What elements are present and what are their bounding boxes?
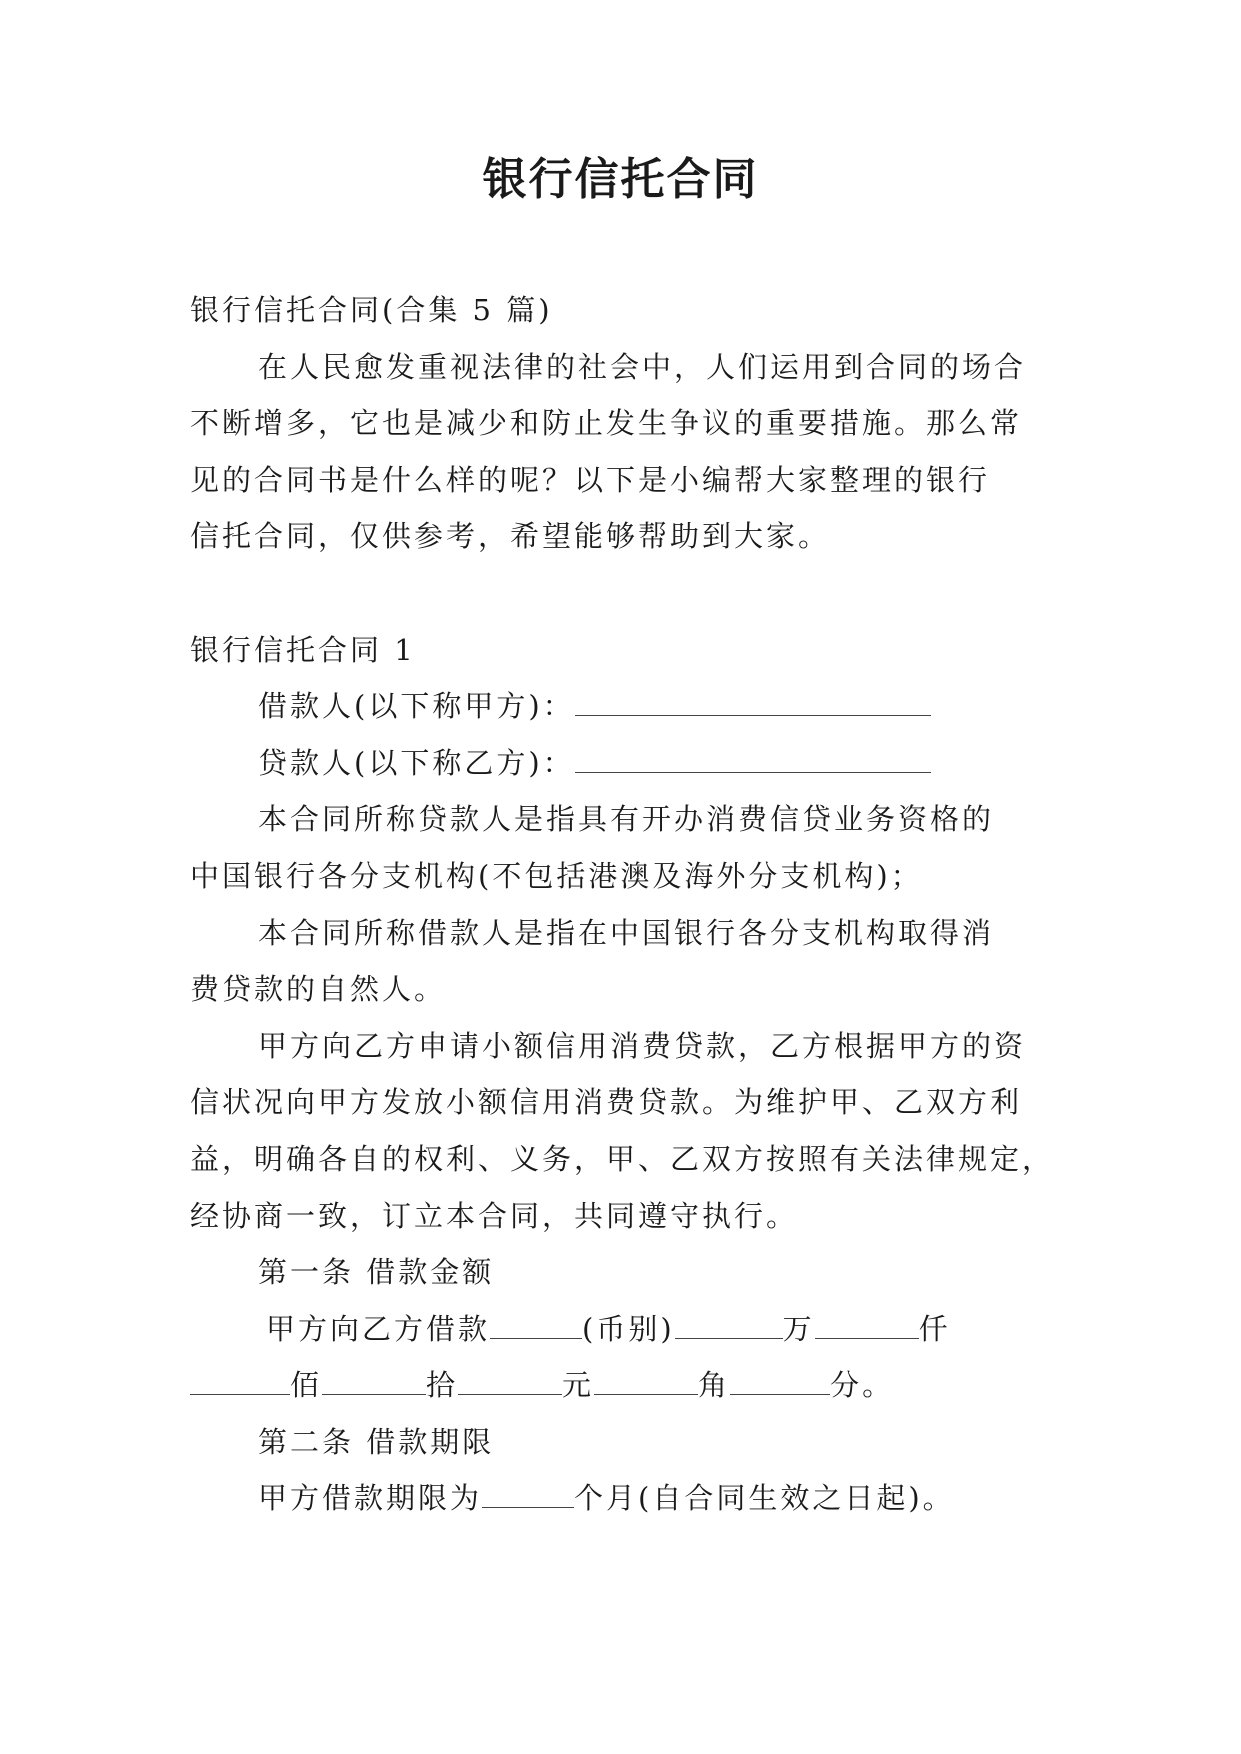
shi-label: 拾	[426, 1368, 459, 1403]
currency-label: (币别)	[582, 1311, 675, 1346]
qian-label: 仟	[918, 1311, 951, 1346]
article-1-units-line	[190, 1357, 1062, 1414]
lender-blank	[575, 750, 931, 773]
article-1-amount-line	[190, 1301, 1062, 1358]
qian-blank	[190, 1372, 290, 1395]
purpose-line: 经协商一致，订立本合同，共同遵守执行。	[190, 1198, 799, 1233]
borrower-def-line: 本合同所称借款人是指在中国银行各分支机构取得消	[258, 915, 995, 950]
intro-line: 见的合同书是什么样的呢？以下是小编帮大家整理的银行	[190, 462, 991, 497]
term-unit: 个月(自合同生效之日起)。	[574, 1481, 955, 1516]
lender-label: 贷款人(以下称乙方)：	[258, 745, 575, 780]
amount-blank	[490, 1316, 582, 1339]
amount-text: 甲方向乙方借款	[266, 1311, 491, 1346]
shi-blank	[458, 1372, 562, 1395]
lender-def-line: 中国银行各分支机构(不包括港澳及海外分支机构)；	[190, 858, 923, 893]
borrower-blank	[575, 693, 931, 716]
subtitle: 银行信托合同(合集 5 篇)	[190, 293, 553, 327]
wan-label: 万	[782, 1311, 815, 1346]
lender-def-line: 本合同所称贷款人是指具有开办消费信贷业务资格的	[258, 802, 995, 837]
yuan-label: 元	[562, 1368, 595, 1403]
purpose-line: 信状况向甲方发放小额信用消费贷款。为维护甲、乙双方利	[190, 1085, 1023, 1120]
spacer	[190, 565, 1062, 622]
document-title: 银行信托合同	[482, 154, 759, 205]
term-blank	[482, 1485, 574, 1508]
article-2-title: 第二条 借款期限	[258, 1424, 495, 1459]
borrower-label: 借款人(以下称甲方)：	[258, 689, 575, 724]
purpose-line: 益，明确各自的权利、义务，甲、乙双方按照有关法律规定，	[190, 1141, 1055, 1176]
borrower-def-line: 费贷款的自然人。	[190, 972, 447, 1007]
jiao-label: 角	[698, 1368, 731, 1403]
intro-line: 信托合同，仅供参考，希望能够帮助到大家。	[190, 519, 831, 554]
article-1-title: 第一条 借款金额	[258, 1255, 495, 1290]
currency-blank	[675, 1316, 783, 1339]
fen-label: 分。	[830, 1368, 895, 1403]
term-text: 甲方借款期限为	[258, 1481, 483, 1516]
lender-line	[190, 735, 1062, 792]
bai-label: 佰	[290, 1368, 323, 1403]
yuan-blank	[594, 1372, 698, 1395]
contract-heading: 银行信托合同 1	[190, 632, 416, 667]
purpose-line: 甲方向乙方申请小额信用消费贷款，乙方根据甲方的资	[258, 1028, 1027, 1063]
jiao-blank	[730, 1372, 830, 1395]
borrower-line	[190, 678, 1062, 735]
wan-blank	[815, 1316, 919, 1339]
bai-blank	[322, 1372, 426, 1395]
intro-line: 不断增多，它也是减少和防止发生争议的重要措施。那么常	[190, 406, 1023, 441]
document-body	[190, 282, 1062, 1527]
article-2-term-line	[190, 1470, 1062, 1527]
intro-line: 在人民愈发重视法律的社会中，人们运用到合同的场合	[258, 349, 1027, 384]
